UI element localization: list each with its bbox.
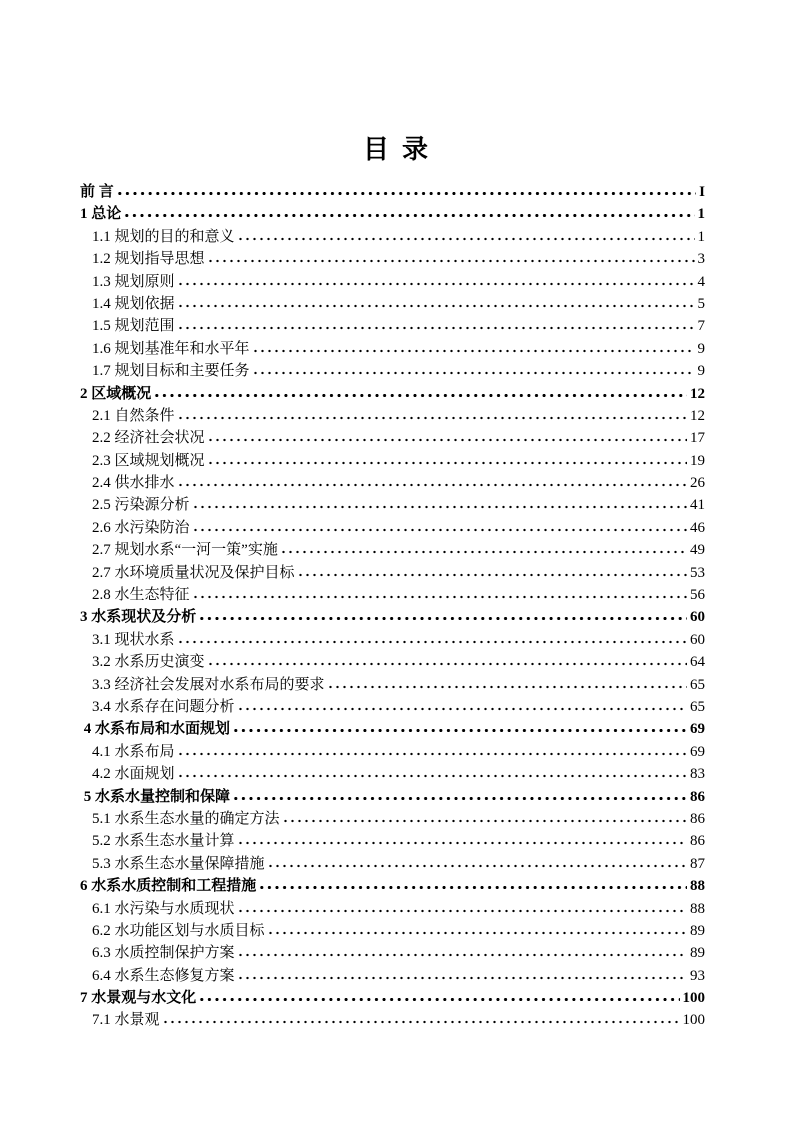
toc-entry <box>80 987 705 1009</box>
toc-entry <box>80 1009 705 1031</box>
dot-leader-icon <box>177 631 687 644</box>
toc-entry-label: 1.6 规划基准年和水平年 <box>92 340 250 357</box>
toc-entry-label: 1.2 规划指导思想 <box>92 251 205 268</box>
toc-entry-label: 1 总论 <box>80 206 122 223</box>
toc-entry <box>80 853 705 875</box>
dot-leader-icon <box>237 832 687 845</box>
page-number: 60 <box>690 631 705 648</box>
toc-list <box>80 181 705 1032</box>
toc-entry-label: 2.7 规划水系“一河一策”实施 <box>92 542 278 559</box>
dot-leader-icon <box>267 855 687 868</box>
toc-entry-label: 4.1 水系布局 <box>92 743 175 760</box>
toc-entry-label: 7.1 水景观 <box>92 1012 160 1029</box>
dot-leader-icon <box>177 765 687 778</box>
page-number: 89 <box>690 945 705 962</box>
toc-entry <box>80 315 705 337</box>
toc-entry-label: 3.4 水系存在问题分析 <box>92 698 235 715</box>
dot-leader-icon <box>237 967 687 980</box>
toc-entry <box>80 517 705 539</box>
toc-entry <box>80 472 705 494</box>
page-number: 41 <box>690 497 705 514</box>
page-number: 65 <box>690 676 705 693</box>
page-number: 49 <box>690 542 705 559</box>
toc-entry <box>80 875 705 897</box>
toc-title: 目 录 <box>362 135 431 165</box>
dot-leader-icon <box>207 429 687 442</box>
toc-entry-label: 2.6 水污染防治 <box>92 519 190 536</box>
toc-entry-label: 6.1 水污染与水质现状 <box>92 900 235 917</box>
page-number: 26 <box>690 475 705 492</box>
toc-entry-label: 2.8 水生态特征 <box>92 587 190 604</box>
toc-entry <box>80 226 705 248</box>
dot-leader-icon <box>198 608 687 621</box>
page-number: 9 <box>697 340 705 357</box>
toc-entry <box>80 942 705 964</box>
dot-leader-icon <box>237 900 687 913</box>
toc-entry <box>80 830 705 852</box>
dot-leader-icon <box>192 519 687 532</box>
dot-leader-icon <box>123 205 694 218</box>
toc-entry-label: 3 水系现状及分析 <box>80 609 197 626</box>
toc-entry-label: 1.7 规划目标和主要任务 <box>92 363 250 380</box>
dot-leader-icon <box>282 810 687 823</box>
toc-entry <box>80 494 705 516</box>
dot-leader-icon <box>252 362 695 375</box>
toc-entry <box>80 181 705 203</box>
toc-entry <box>80 763 705 785</box>
toc-entry-label: 5 水系水量控制和保障 <box>80 788 231 805</box>
dot-leader-icon <box>232 788 687 801</box>
dot-leader-icon <box>237 228 695 241</box>
page-number: 83 <box>690 766 705 783</box>
page-number: 7 <box>697 318 705 335</box>
page-number: 53 <box>690 564 705 581</box>
toc-entry-label: 2.4 供水排水 <box>92 475 175 492</box>
dot-leader-icon <box>162 1011 680 1024</box>
toc-entry-label: 6.3 水质控制保护方案 <box>92 945 235 962</box>
toc-entry <box>80 584 705 606</box>
dot-leader-icon <box>153 385 687 398</box>
toc-entry-label: 6.2 水功能区划与水质目标 <box>92 922 265 939</box>
toc-entry-label: 3.2 水系历史演变 <box>92 654 205 671</box>
page-number: 46 <box>690 519 705 536</box>
toc-entry-label: 5.2 水系生态水量计算 <box>92 833 235 850</box>
toc-entry <box>80 383 705 405</box>
page-number: 64 <box>690 654 705 671</box>
dot-leader-icon <box>192 586 687 599</box>
page-number: 88 <box>690 878 705 895</box>
toc-entry-label: 5.1 水系生态水量的确定方法 <box>92 810 280 827</box>
toc-entry <box>80 427 705 449</box>
dot-leader-icon <box>177 273 695 286</box>
toc-entry <box>80 248 705 270</box>
dot-leader-icon <box>198 989 679 1002</box>
dot-leader-icon <box>232 720 687 733</box>
toc-entry <box>80 808 705 830</box>
toc-entry-label: 5.3 水系生态水量保障措施 <box>92 855 265 872</box>
toc-entry-label: 1.1 规划的目的和意义 <box>92 228 235 245</box>
dot-leader-icon <box>177 295 695 308</box>
toc-entry-label: 2.2 经济社会状况 <box>92 430 205 447</box>
page-number: 87 <box>690 855 705 872</box>
toc-entry-label: 2.3 区域规划概况 <box>92 452 205 469</box>
page-number: 12 <box>690 385 705 402</box>
page-number: 86 <box>690 833 705 850</box>
toc-entry <box>80 338 705 360</box>
dot-leader-icon <box>297 564 687 577</box>
toc-entry-label: 6.4 水系生态修复方案 <box>92 967 235 984</box>
toc-entry <box>80 786 705 808</box>
toc-entry-label: 1.3 规划原则 <box>92 273 175 290</box>
toc-entry <box>80 696 705 718</box>
dot-leader-icon <box>237 698 687 711</box>
toc-entry-label: 4 水系布局和水面规划 <box>80 721 231 738</box>
page-number: 65 <box>690 698 705 715</box>
toc-entry <box>80 898 705 920</box>
dot-leader-icon <box>237 944 687 957</box>
toc-entry <box>80 271 705 293</box>
page-number: I <box>699 184 705 200</box>
toc-entry <box>80 965 705 987</box>
dot-leader-icon <box>177 474 687 487</box>
page-number: 88 <box>690 900 705 917</box>
page-number: 9 <box>697 363 705 380</box>
page-number: 1 <box>697 206 705 223</box>
toc-entry <box>80 562 705 584</box>
toc-entry-label: 前 言 <box>80 184 114 200</box>
page-number: 89 <box>690 922 705 939</box>
toc-entry-label: 6 水系水质控制和工程措施 <box>80 878 257 895</box>
toc-entry-label: 2.1 自然条件 <box>92 407 175 424</box>
page-number: 5 <box>697 295 705 312</box>
dot-leader-icon <box>177 407 687 420</box>
dot-leader-icon <box>207 653 687 666</box>
toc-entry-label: 2 区域概况 <box>80 385 152 402</box>
toc-entry <box>80 920 705 942</box>
toc-entry-label: 1.5 规划范围 <box>92 318 175 335</box>
dot-leader-icon <box>207 452 687 465</box>
page-number: 3 <box>697 251 705 268</box>
page-number: 69 <box>690 721 705 738</box>
dot-leader-icon <box>116 183 696 196</box>
dot-leader-icon <box>280 541 687 554</box>
toc-entry-label: 2.7 水环境质量状况及保护目标 <box>92 564 295 581</box>
dot-leader-icon <box>258 877 687 890</box>
page-number: 17 <box>690 430 705 447</box>
page-number: 100 <box>682 990 705 1007</box>
page-number: 12 <box>690 407 705 424</box>
toc-entry <box>80 674 705 696</box>
page-number: 1 <box>697 228 705 245</box>
toc-entry <box>80 360 705 382</box>
page-number: 86 <box>690 788 705 805</box>
toc-entry <box>80 651 705 673</box>
toc-entry <box>80 606 705 628</box>
page-number: 69 <box>690 743 705 760</box>
toc-entry-label: 7 水景观与水文化 <box>80 990 197 1007</box>
toc-entry <box>80 203 705 225</box>
toc-entry <box>80 293 705 315</box>
toc-entry <box>80 450 705 472</box>
page-number: 86 <box>690 810 705 827</box>
page-number: 56 <box>690 587 705 604</box>
dot-leader-icon <box>177 317 695 330</box>
dot-leader-icon <box>177 743 687 756</box>
page-number: 100 <box>682 1012 705 1029</box>
toc-entry <box>80 405 705 427</box>
toc-entry-label: 3.1 现状水系 <box>92 631 175 648</box>
toc-entry <box>80 741 705 763</box>
page-number: 93 <box>690 967 705 984</box>
toc-entry-label: 1.4 规划依据 <box>92 295 175 312</box>
toc-entry-label: 4.2 水面规划 <box>92 766 175 783</box>
dot-leader-icon <box>252 340 695 353</box>
toc-entry <box>80 629 705 651</box>
dot-leader-icon <box>192 496 687 509</box>
toc-entry-label: 2.5 污染源分析 <box>92 497 190 514</box>
page-number: 19 <box>690 452 705 469</box>
dot-leader-icon <box>267 922 687 935</box>
page-number: 60 <box>690 609 705 626</box>
toc-entry <box>80 718 705 740</box>
page-number: 4 <box>697 273 705 290</box>
dot-leader-icon <box>207 250 695 263</box>
toc-entry-label: 3.3 经济社会发展对水系布局的要求 <box>92 676 325 693</box>
toc-entry <box>80 539 705 561</box>
dot-leader-icon <box>327 676 687 689</box>
